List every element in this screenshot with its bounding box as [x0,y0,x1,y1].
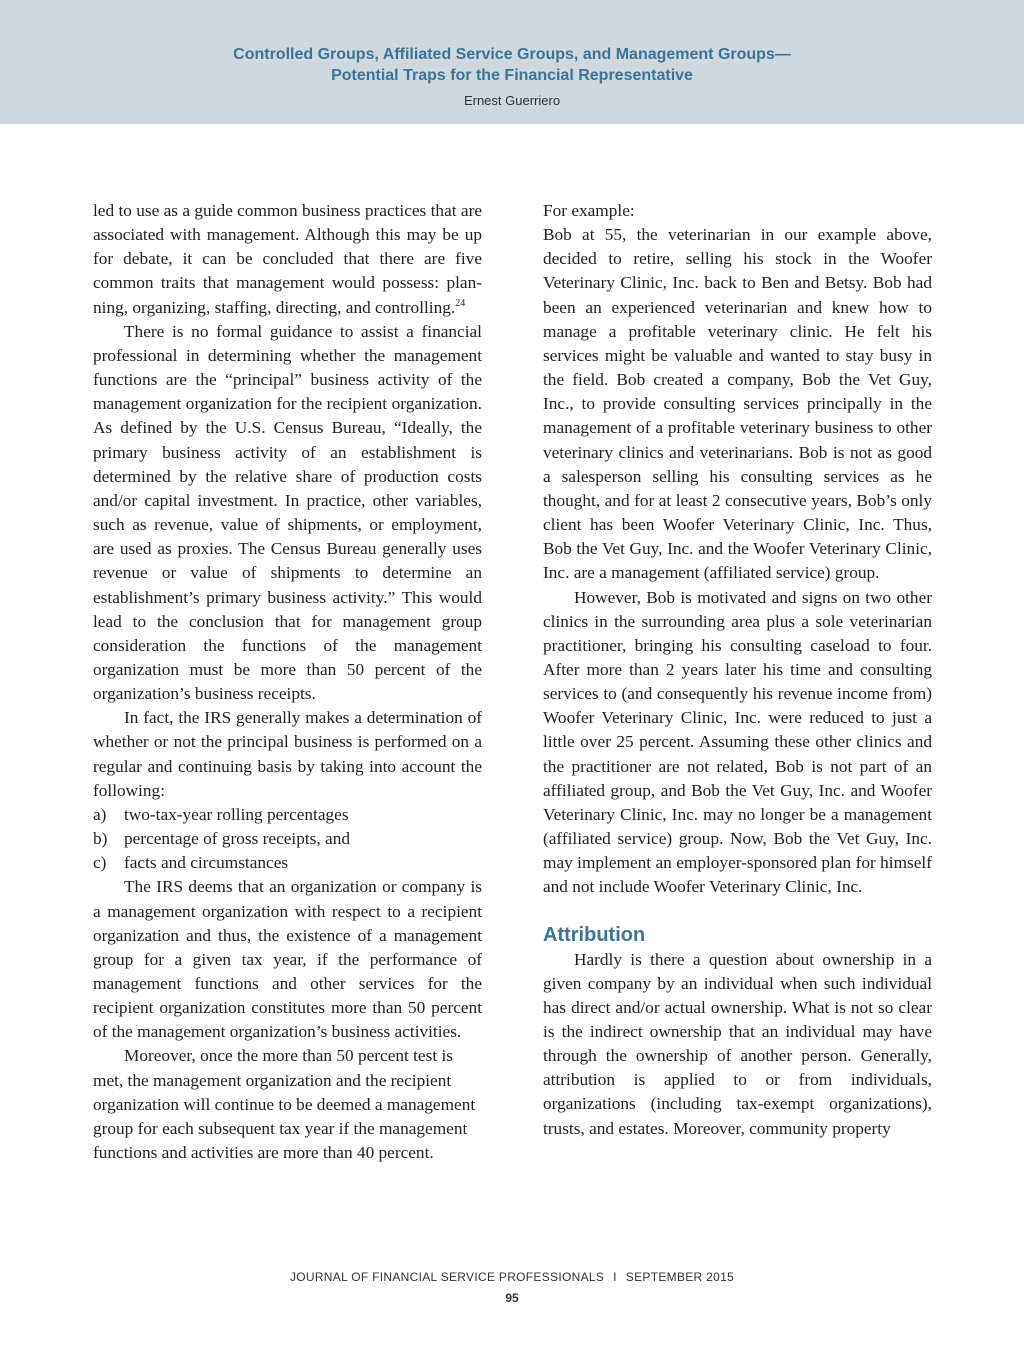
journal-name: JOURNAL OF FINANCIAL SERVICE PROFESSIONALS [289,1270,605,1284]
article-author: Ernest Guerriero [463,93,561,108]
paragraph-subsequent-years: Moreover, once the more than 50 percent test is met, the management organization and the recipient organization will continue to be deemed a management group for each subsequent tax year if the management functions and activities are more than 40 percent. [93,1046,476,1163]
page-number: 95 [505,1291,519,1305]
running-header [0,0,1024,124]
paragraph-census-bureau: There is no formal guidance to assist a financial professional in determining whether the management functions are the “principal” business activity of the management organization for the recipient organization. As defined by the U.S. Census Bureau, “Ideally, the primary business activity of an establishment is determined by the relative share of production costs and/or capital investment. In practice, other variables, such as revenue, value of shipments, or employment, are used as proxies. The Census Bureau generally uses revenue or value of shipments to determine an establishment’s primary business activity.” This would lead to the conclusion that for management group consideration the functions of the management organization must be more than 50 percent of the organization’s business receipts. [93,321,482,704]
paragraph-irs-determination: In fact, the IRS generally makes a determination of whether or not the principal business is performed on a regular and continuing basis by taking into account the following: [93,708,482,800]
paragraph-attribution: Hardly is there a question about ownership in a given company by an individual when such individual has direct and/or actual ownership. What is not so clear is the indirect ownership that an individual may have through the ownership of another person. Generally, attribution is applied to or from individuals, organizations (including tax-exempt organizations), trusts, and estates. Moreover, community property [543,949,932,1138]
footer-journal-line [0,1270,1024,1284]
left-column [93,199,482,1165]
article-title-line-1: Controlled Groups, Affiliated Service Groups, and Management Groups— [233,46,791,63]
issue-date: SEPTEMBER 2015 [625,1270,735,1284]
paragraph-however: However, Bob is motivated and signs on two other clinics in the surrounding area plus a sole veterinarian practitioner, bringing his consulting caseload to four. After more than 2 years later his time and consulting services to (and consequently his revenue income from) Woofer Veterinary Clinic, Inc. were reduced to just a little over 25 percent. Assuming these other clinics and the practitioner are not related, Bob is not part of an affiliated group, and Bob the Vet Guy, Inc. and Woofer Veterinary Clinic, Inc. may no longer be a management (affiliated service) group. Now, Bob the Vet Guy, Inc. may implement an employer-sponsored plan for himself and not include Woofer Veterinary Clinic, Inc. [543,587,932,897]
list-item-text: facts and circumstances [124,853,289,873]
list-item-text: percentage of gross receipts, and [124,829,350,849]
list-marker: a) [93,804,107,824]
section-heading-attribution: Attribution [543,923,646,946]
paragraph-irs-deems: The IRS deems that an organization or company is a management organization with respect to a recipient organization and thus, the existence of a management group for a given tax year, if the performance of management functions and other services for the recipient organization constitutes more than 50 percent of the management organization’s business activities. [93,877,482,1042]
criteria-list [93,803,482,875]
article-title-line-2: Potential Traps for the Financial Representative [331,67,693,84]
right-column [543,199,932,1141]
paragraph-text: led to use as a guide common business practices that are associated with management. Although this may be up for debate, it can be concluded that there are five common traits that management would possess: planning, organizing, staffing, directing, and controlling. [93,201,482,317]
footnote-reference[interactable]: 24 [455,297,466,309]
list-item [93,851,482,875]
list-item [93,827,482,851]
footer-separator: I [613,1270,617,1284]
paragraph-bob-example: Bob at 55, the veterinarian in our example above, decided to retire, selling his stock in the Woofer Veterinary Clinic, Inc. back to Ben and Betsy. Bob had been an experienced veterinarian and knew how to manage a profitable veterinary clinic. He felt his services might be valuable and wanted to stay busy in the field. Bob created a company, Bob the Vet Guy, Inc., to provide consulting services principally in the management of a profitable veterinary business to other veterinary clinics and veterinarians. Bob is not as good a salesperson selling his consulting services as he thought, and for at least 2 consecutive years, Bob’s only client has been Woofer Veterinary Clinic, Inc. Thus, Bob the Vet Guy, Inc. and the Woofer Veterinary Clinic, Inc. are a management (affiliated service) group. [543,225,932,583]
paragraph-management-traits [93,199,482,320]
list-marker: b) [93,829,108,849]
list-item [93,803,482,827]
list-item-text: two-tax-year rolling percentages [124,804,349,824]
example-label: For example: [543,201,635,220]
list-marker: c) [93,853,107,873]
